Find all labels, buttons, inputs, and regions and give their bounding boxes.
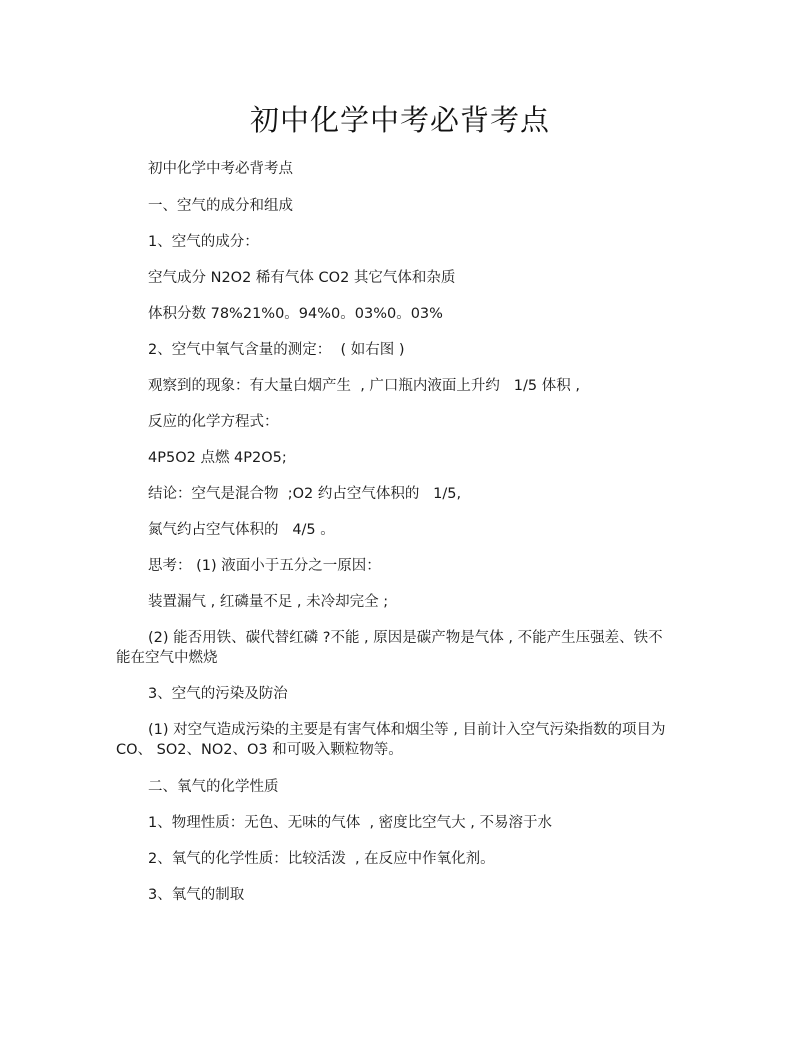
text-line: 体积分数 78%21%0。94%0。03%0。03% (148, 306, 443, 322)
text-line: 结论：空气是混合物 ;O2 约占空气体积的 1/5, (148, 486, 462, 502)
document-title: 初中化学中考必背考点 (249, 103, 550, 137)
subsection-heading: 1、空气的成分： (148, 234, 259, 250)
equation-line: 4P5O2 点燃 4P2O5; (148, 450, 287, 466)
text-line: 空气成分 N2O2 稀有气体 CO2 其它气体和杂质 (148, 270, 456, 286)
text-line: 2、氧气的化学性质：比较活泼 , 在反应中作氧化剂。 (148, 851, 495, 867)
text-line: 初中化学中考必背考点 (148, 161, 293, 177)
text-paragraph: (2) 能否用铁、碳代替红磷 ?不能 , 原因是碳产物是气体 , 不能产生压强差、铁不能在空气中燃烧 (116, 630, 663, 666)
section-heading: 二、氧气的化学性质 (148, 779, 279, 795)
text-line: 氮气约占空气体积的 4/5 。 (148, 522, 335, 538)
text-line: 1、物理性质：无色、无味的气体 , 密度比空气大 , 不易溶于水 (148, 815, 552, 831)
text-line: 观察到的现象：有大量白烟产生 , 广口瓶内液面上升约 1/5 体积 , (148, 378, 580, 394)
text-line: 思考： (1) 液面小于五分之一原因： (148, 558, 381, 574)
subsection-heading: 2、空气中氧气含量的测定： ( 如右图 ) (148, 342, 405, 358)
text-paragraph: (1) 对空气造成污染的主要是有害气体和烟尘等 , 目前计入空气污染指数的项目为 CO、 SO2、NO2、O3 和可吸入颗粒物等。 (116, 722, 666, 758)
section-heading: 一、空气的成分和组成 (148, 198, 293, 214)
subsection-heading: 3、氧气的制取 (148, 887, 245, 903)
text-line: 反应的化学方程式： (148, 414, 279, 430)
text-line: 装置漏气 , 红磷量不足 , 未冷却完全 ; (148, 594, 389, 610)
subsection-heading: 3、空气的污染及防治 (148, 686, 288, 702)
